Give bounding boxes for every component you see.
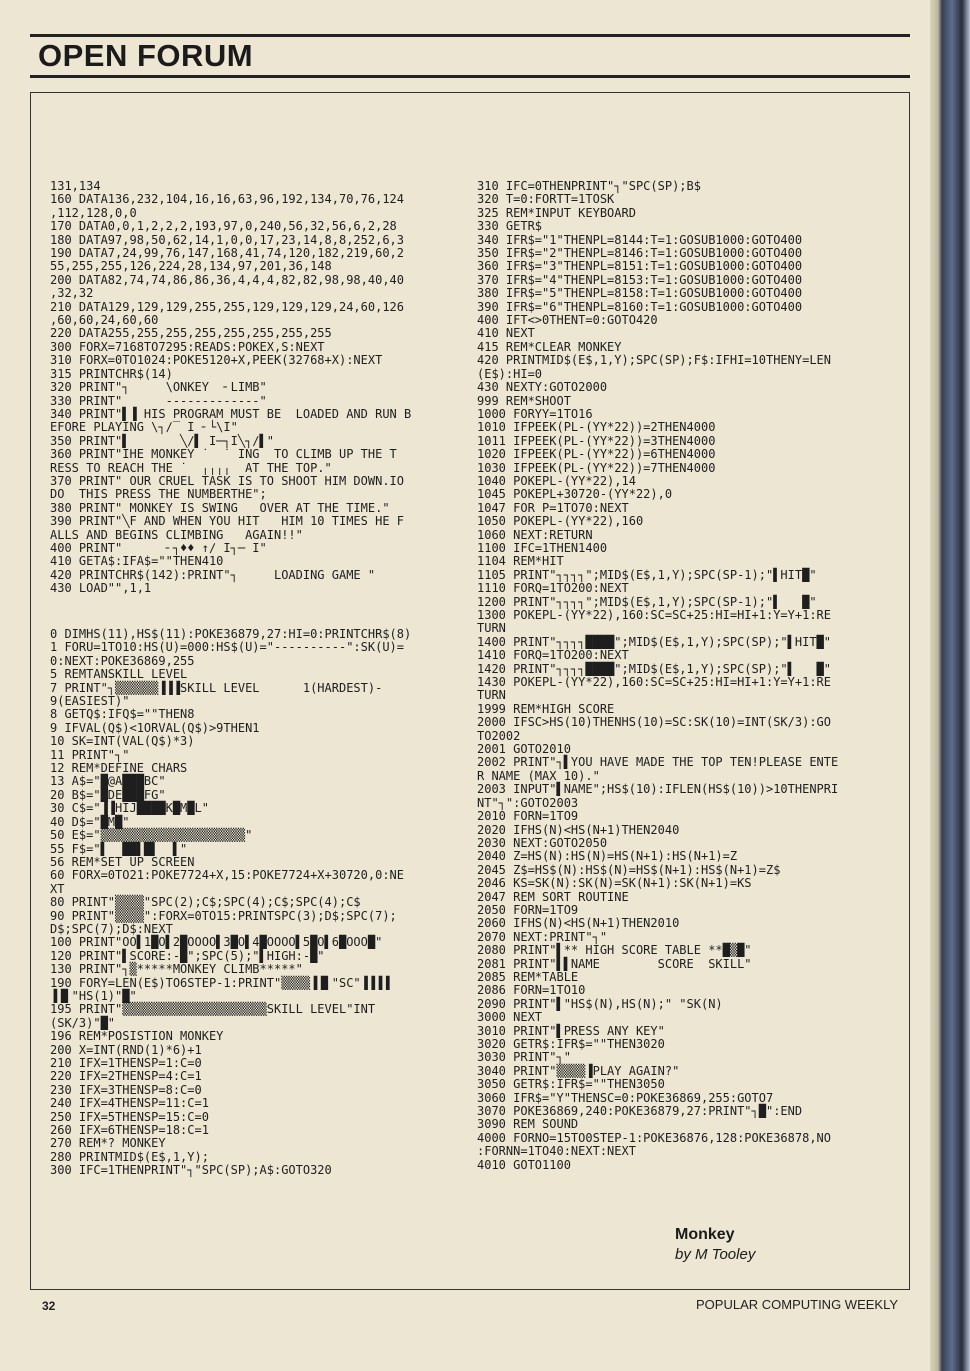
code-line: 315 PRINTCHR$(14) — [50, 366, 173, 381]
code-line: 3000 NEXT — [477, 1010, 543, 1025]
code-line: 300 IFC=1THENPRINT"┐"SPC(SP);A$:GOTO320 — [50, 1163, 332, 1178]
code-line: 1 FORU=1TO10:HS(U)=000:HS$(U)="----------":SK(U)= — [50, 640, 405, 655]
code-line: 420 PRINTCHR$(142):PRINT"┐ LOADING GAME " — [50, 567, 376, 582]
code-line: 210 DATA129,129,129,255,255,129,129,129,24,60,126 — [50, 299, 405, 314]
code-line: 195 PRINT"▒▒▒▒▒▒▒▒▒▒▒▒▒▒▒▒▒▒▒▒SKILL LEVEL"INT — [50, 1002, 376, 1017]
code-line: XT — [50, 881, 65, 896]
code-line: 350 PRINT"▌ ╲∕▌ I─┐I╲┐∕▌" — [50, 433, 274, 448]
code-line: 390 IFR$="6"THENPL=8160:T=1:GOSUB1000:GOTO400 — [477, 299, 803, 314]
code-line: 5 REMTANSKILL LEVEL — [50, 667, 188, 682]
code-line: 410 NEXT — [477, 326, 535, 341]
code-line: 40 D$="█M█" — [50, 814, 130, 829]
code-line: ,32,32 — [50, 286, 94, 301]
code-line: 310 IFC=0THENPRINT"┐"SPC(SP);B$ — [477, 179, 701, 193]
code-line: 380 PRINT" MONKEY IS SWING OVER AT THE TIME." — [50, 500, 390, 515]
code-line: 340 IFR$="1"THENPL=8144:T=1:GOSUB1000:GOTO400 — [477, 232, 803, 247]
code-line: 11 PRINT"┐" — [50, 747, 130, 762]
code-line: 1999 REM*HIGH SCORE — [477, 701, 615, 716]
code-line: 1000 FORYY=1TO16 — [477, 406, 593, 421]
code-line: 10 SK=INT(VAL(Q$)*3) — [50, 734, 195, 749]
code-line: 3020 GETR$:IFR$=""THEN3020 — [477, 1037, 665, 1051]
section-title: OPEN FORUM — [38, 38, 254, 73]
code-line: 180 DATA97,98,50,62,14,1,0,0,17,23,14,8,8,252,6,3 — [50, 232, 405, 247]
code-line: 2000 IFSC>HS(10)THENHS(10)=SC:SK(10)=INT(SK/3):GO — [477, 715, 832, 730]
code-line: 55,255,255,126,224,28,134,97,201,36,148 — [50, 259, 332, 274]
code-line: 4000 FORNO=15TO0STEP-1:POKE36876,128:POKE36878,NO — [477, 1130, 832, 1145]
code-line: 2001 GOTO2010 — [477, 742, 571, 757]
code-line: EFORE PLAYING \┐∕‾ I ╴└\I" — [50, 420, 238, 435]
code-line: 1011 IFPEEK(PL-(YY*22))=3THEN4000 — [477, 433, 716, 448]
code-line: 170 DATA0,0,1,2,2,2,193,97,0,240,56,32,56,6,2,28 — [50, 219, 397, 234]
code-line: 1045 POKEPL+30720-(YY*22),0 — [477, 487, 673, 502]
code-line: 240 IFX=4THENSP=11:C=1 — [50, 1096, 209, 1111]
code-line: 2060 IFHS(N)<HS(N+1)THEN2010 — [477, 916, 680, 931]
code-line: 60 FORX=0TO21:POKE7724+X,15:POKE7724+X+30720,0:NE — [50, 868, 405, 883]
code-line: 260 IFX=6THENSP=18:C=1 — [50, 1123, 209, 1138]
code-line: 1020 IFPEEK(PL-(YY*22))=6THEN4000 — [477, 447, 716, 462]
code-line: 0 DIMHS(11),HS$(11):POKE36879,27:HI=0:PRINTCHR$(8) — [50, 627, 412, 641]
code-line: 200 DATA82,74,74,86,86,36,4,4,4,82,82,98,98,40,40 — [50, 272, 405, 287]
code-line: 210 IFX=1THENSP=1:C=0 — [50, 1056, 202, 1070]
code-line: R NAME (MAX 10)." — [477, 768, 600, 783]
code-line: 1030 IFPEEK(PL-(YY*22))=7THEN4000 — [477, 460, 716, 475]
code-line: 1110 FORQ=1TO200:NEXT — [477, 581, 629, 596]
code-line: 370 PRINT" OUR CRUEL TASK IS TO SHOOT HIM DOWN.IO — [50, 473, 405, 488]
code-line: 2046 KS=SK(N):SK(N)=SK(N+1):SK(N+1)=KS — [477, 876, 752, 891]
code-line: 380 IFR$="5"THENPL=8158:T=1:GOSUB1000:GOTO400 — [477, 286, 803, 301]
code-line: 8 GETQ$:IFQ$=""THEN8 — [50, 707, 195, 722]
program-author: by M Tooley — [675, 1246, 756, 1263]
code-line: 220 IFX=2THENSP=4:C=1 — [50, 1069, 202, 1084]
code-line: 330 GETR$ — [477, 219, 543, 234]
code-line: 390 PRINT"╲F AND WHEN YOU HIT HIM 10 TIMES HE F — [50, 514, 405, 529]
code-line: 230 IFX=3THENSP=8:C=0 — [50, 1082, 202, 1097]
code-line: 360 IFR$="3"THENPL=8151:T=1:GOSUB1000:GOTO400 — [477, 259, 803, 274]
code-line: 3010 PRINT"▌PRESS ANY KEY" — [477, 1023, 665, 1038]
header-rule — [30, 75, 910, 78]
code-line: 250 IFX=5THENSP=15:C=0 — [50, 1109, 209, 1124]
code-line: TURN — [477, 688, 506, 703]
code-line: 0:NEXT:POKE36869,255 — [50, 653, 195, 668]
page-number: 32 — [42, 1299, 56, 1313]
code-line: 2045 Z$=HS$(N):HS$(N)=HS$(N+1):HS$(N+1)=Z$ — [477, 862, 781, 877]
program-credit — [675, 1226, 755, 1263]
code-line: 50 E$="▒▒▒▒▒▒▒▒▒▒▒▒▒▒▒▒▒▒▒▒" — [50, 828, 253, 843]
code-line: 2040 Z=HS(N):HS(N)=HS(N+1):HS(N+1)=Z — [477, 849, 738, 864]
code-line: 7 PRINT"┐▒▒▒▒▒▒▐▐▐SKILL LEVEL 1(HARDEST)- — [50, 680, 383, 695]
code-line: 3040 PRINT"▒▒▒▒▐PLAY AGAIN?" — [477, 1063, 680, 1078]
code-line: 131,134 — [50, 179, 101, 193]
code-line: 200 X=INT(RND(1)*6)+1 — [50, 1042, 202, 1057]
code-line: 325 REM*INPUT KEYBOARD — [477, 205, 636, 220]
code-line: TURN — [477, 621, 506, 636]
code-line: 55 F$="▌ ██▌█▌ ▌" — [50, 841, 188, 856]
code-line: 190 FORY=LEN(E$)TO6STEP-1:PRINT"▒▒▒▒▐▐▌"SC"▐▐▐▐ — [50, 975, 390, 990]
code-line: 350 IFR$="2"THENPL=8146:T=1:GOSUB1000:GOTO400 — [477, 246, 803, 261]
code-line: 196 REM*POSISTION MONKEY — [50, 1029, 224, 1044]
code-line: 1100 IFC=1THEN1400 — [477, 540, 608, 555]
code-line: 1410 FORQ=1TO200:NEXT — [477, 648, 629, 663]
header-rule-top — [30, 34, 910, 37]
code-line: 2020 IFHS(N)<HS(N+1)THEN2040 — [477, 822, 680, 837]
code-line: 320 T=0:FORTT=1TOSK — [477, 192, 615, 207]
code-line: 2003 INPUT"▌NAME";HS$(10):IFLEN(HS$(10))>10THENPRI — [477, 782, 839, 797]
code-line: 1050 POKEPL-(YY*22),160 — [477, 514, 644, 529]
code-line: 400 PRINT" ╴┐♦♦ ↑∕ I┐─ I" — [50, 540, 267, 555]
code-line: 1300 POKEPL-(YY*22),160:SC=SC+25:HI=HI+1:Y=Y+1:RE — [477, 608, 832, 622]
code-line: 370 IFR$="4"THENPL=8153:T=1:GOSUB1000:GOTO400 — [477, 272, 803, 287]
listing-left-main — [50, 628, 411, 1178]
code-line: 9 IFVAL(Q$)<1ORVAL(Q$)>9THEN1 — [50, 720, 260, 735]
code-line: 130 PRINT"┐▒*****MONKEY CLIMB*****" — [50, 962, 303, 977]
code-line: 1040 POKEPL-(YY*22),14 — [477, 473, 636, 488]
code-line: 3090 REM SOUND — [477, 1117, 579, 1132]
code-line: ▐▐▌"HS(1)"█" — [50, 988, 137, 1003]
code-line: 1105 PRINT"┐┐┐┐";MID$(E$,1,Y);SPC(SP-1);"▌HIT█" — [477, 567, 817, 582]
code-line: 3030 PRINT"┐" — [477, 1050, 571, 1065]
code-line: 190 DATA7,24,99,76,147,168,41,74,120,182,219,60,2 — [50, 246, 405, 261]
code-line: ALLS AND BEGINS CLIMBING AGAIN!!" — [50, 527, 303, 542]
code-line: 80 PRINT"▒▒▒▒"SPC(2);C$;SPC(4);C$;SPC(4);C$ — [50, 895, 361, 910]
code-line: 420 PRINTMID$(E$,1,Y);SPC(SP);F$:IFHI=10THENY=LEN — [477, 353, 832, 368]
code-line: 400 IFT<>0THENT=0:GOTO420 — [477, 313, 658, 328]
code-line: 120 PRINT"▌SCORE:-█";SPC(5);"▌HIGH:-█" — [50, 948, 325, 963]
code-line: 280 PRINTMID$(E$,1,Y); — [50, 1149, 209, 1164]
code-line: 100 PRINT"OO▌1█O▌2█OOOO▌3█O▌4█OOOO▌5█O▌6█OOO█" — [50, 935, 383, 950]
code-line: 90 PRINT"▒▒▒▒":FORX=0TO15:PRINTSPC(3);D$;SPC(7); — [50, 908, 397, 923]
code-line: 310 FORX=0TO1024:POKE5120+X,PEEK(32768+X):NEXT — [50, 353, 383, 368]
listing-left-loader — [50, 180, 411, 596]
listing-right — [477, 180, 838, 1172]
code-line: D$;SPC(7);D$:NEXT — [50, 921, 173, 936]
code-line: 2085 REM*TABLE — [477, 969, 579, 984]
code-line: 20 B$="█DE███FG" — [50, 787, 166, 802]
code-line: 1200 PRINT"┐┐┐┐";MID$(E$,1,Y);SPC(SP-1);"▌ █" — [477, 594, 817, 609]
code-line: 330 PRINT" -------------" — [50, 393, 267, 408]
code-line: 1400 PRINT"┐┐┐┐████";MID$(E$,1,Y);SPC(SP);"▌HIT█" — [477, 634, 832, 649]
next-page-edge — [930, 0, 970, 1371]
code-line: 9(EASIEST)" — [50, 694, 130, 709]
code-line: 2090 PRINT"▌"HS$(N),HS(N);" "SK(N) — [477, 996, 723, 1011]
code-line: 3050 GETR$:IFR$=""THEN3050 — [477, 1077, 665, 1092]
code-line: 410 GETA$:IFA$=""THEN410 — [50, 554, 224, 569]
code-line: 1010 IFPEEK(PL-(YY*22))=2THEN4000 — [477, 420, 716, 435]
code-line: (E$):HI=0 — [477, 366, 543, 381]
code-line: 1047 FOR P=1TO70:NEXT — [477, 500, 629, 515]
code-line: 1060 NEXT:RETURN — [477, 527, 593, 542]
code-line: 430 NEXTY:GOTO2000 — [477, 380, 608, 395]
code-line: 1420 PRINT"┐┐┐┐████";MID$(E$,1,Y);SPC(SP);"▌ █" — [477, 661, 832, 676]
magazine-name: POPULAR COMPUTING WEEKLY — [696, 1297, 899, 1312]
code-line: 300 FORX=7168TO7295:READS:POKEX,S:NEXT — [50, 339, 325, 354]
code-line: DO THIS PRESS THE NUMBERTHE"; — [50, 487, 267, 502]
code-line: TO2002 — [477, 728, 521, 743]
code-line: 2081 PRINT"▌▌NAME SCORE SKILL" — [477, 956, 752, 971]
code-line: (SK/3)"█" — [50, 1015, 116, 1030]
code-line: 220 DATA255,255,255,255,255,255,255,255 — [50, 326, 332, 341]
code-line: 360 PRINT"IHE MONKEY ˙ ˙ ING TO CLIMB UP THE T — [50, 447, 397, 462]
code-line: 2030 NEXT:GOTO2050 — [477, 835, 608, 850]
code-line: 2086 FORN=1TO10 — [477, 983, 586, 998]
program-title: Monkey — [675, 1226, 735, 1243]
code-line: 999 REM*SHOOT — [477, 393, 571, 408]
code-line: ,112,128,0,0 — [50, 205, 137, 220]
code-line: ,60,60,24,60,60 — [50, 313, 159, 328]
code-line: 3070 POKE36869,240:POKE36879,27:PRINT"┐█":END — [477, 1104, 803, 1119]
code-line: 430 LOAD"",1,1 — [50, 581, 152, 596]
code-line: 30 C$="▐▐HIJ████K█M█L" — [50, 801, 209, 816]
code-line: 340 PRINT"▌▐ HIS PROGRAM MUST BE LOADED AND RUN B — [50, 406, 412, 421]
code-line: RESS TO REACH THE ˙ ╷╷╷╷ AT THE TOP." — [50, 460, 332, 475]
code-line: 1430 POKEPL-(YY*22),160:SC=SC+25:HI=HI+1:Y=Y+1:RE — [477, 675, 832, 690]
code-line: 56 REM*SET UP SCREEN — [50, 854, 195, 869]
code-line: 320 PRINT"┐ \ONKEY ╴LIMB" — [50, 380, 267, 395]
code-line: 13 A$="█@A███BC" — [50, 774, 166, 789]
code-line: 12 REM*DEFINE CHARS — [50, 761, 188, 776]
code-line: 2070 NEXT:PRINT"┐" — [477, 929, 608, 944]
code-line: 2047 REM SORT ROUTINE — [477, 889, 629, 904]
code-line: 2002 PRINT"┐▌YOU HAVE MADE THE TOP TEN!PLEASE ENTE — [477, 755, 839, 770]
code-line: NT"┐":GOTO2003 — [477, 795, 579, 810]
code-line: 2080 PRINT"▌** HIGH SCORE TABLE **█▒█" — [477, 943, 752, 958]
code-line: 3060 IFR$="Y"THENSC=0:POKE36869,255:GOTO7 — [477, 1090, 774, 1105]
code-line: 1104 REM*HIT — [477, 554, 564, 569]
code-line: 2050 FORN=1TO9 — [477, 902, 579, 917]
code-line: 2010 FORN=1TO9 — [477, 809, 579, 824]
code-line: 415 REM*CLEAR MONKEY — [477, 339, 622, 354]
code-line: :FORNN=1TO40:NEXT:NEXT — [477, 1144, 636, 1159]
code-line: 270 REM*? MONKEY — [50, 1136, 166, 1151]
code-line: 4010 GOTO1100 — [477, 1157, 571, 1172]
code-line: 160 DATA136,232,104,16,16,63,96,192,134,70,76,124 — [50, 192, 405, 207]
